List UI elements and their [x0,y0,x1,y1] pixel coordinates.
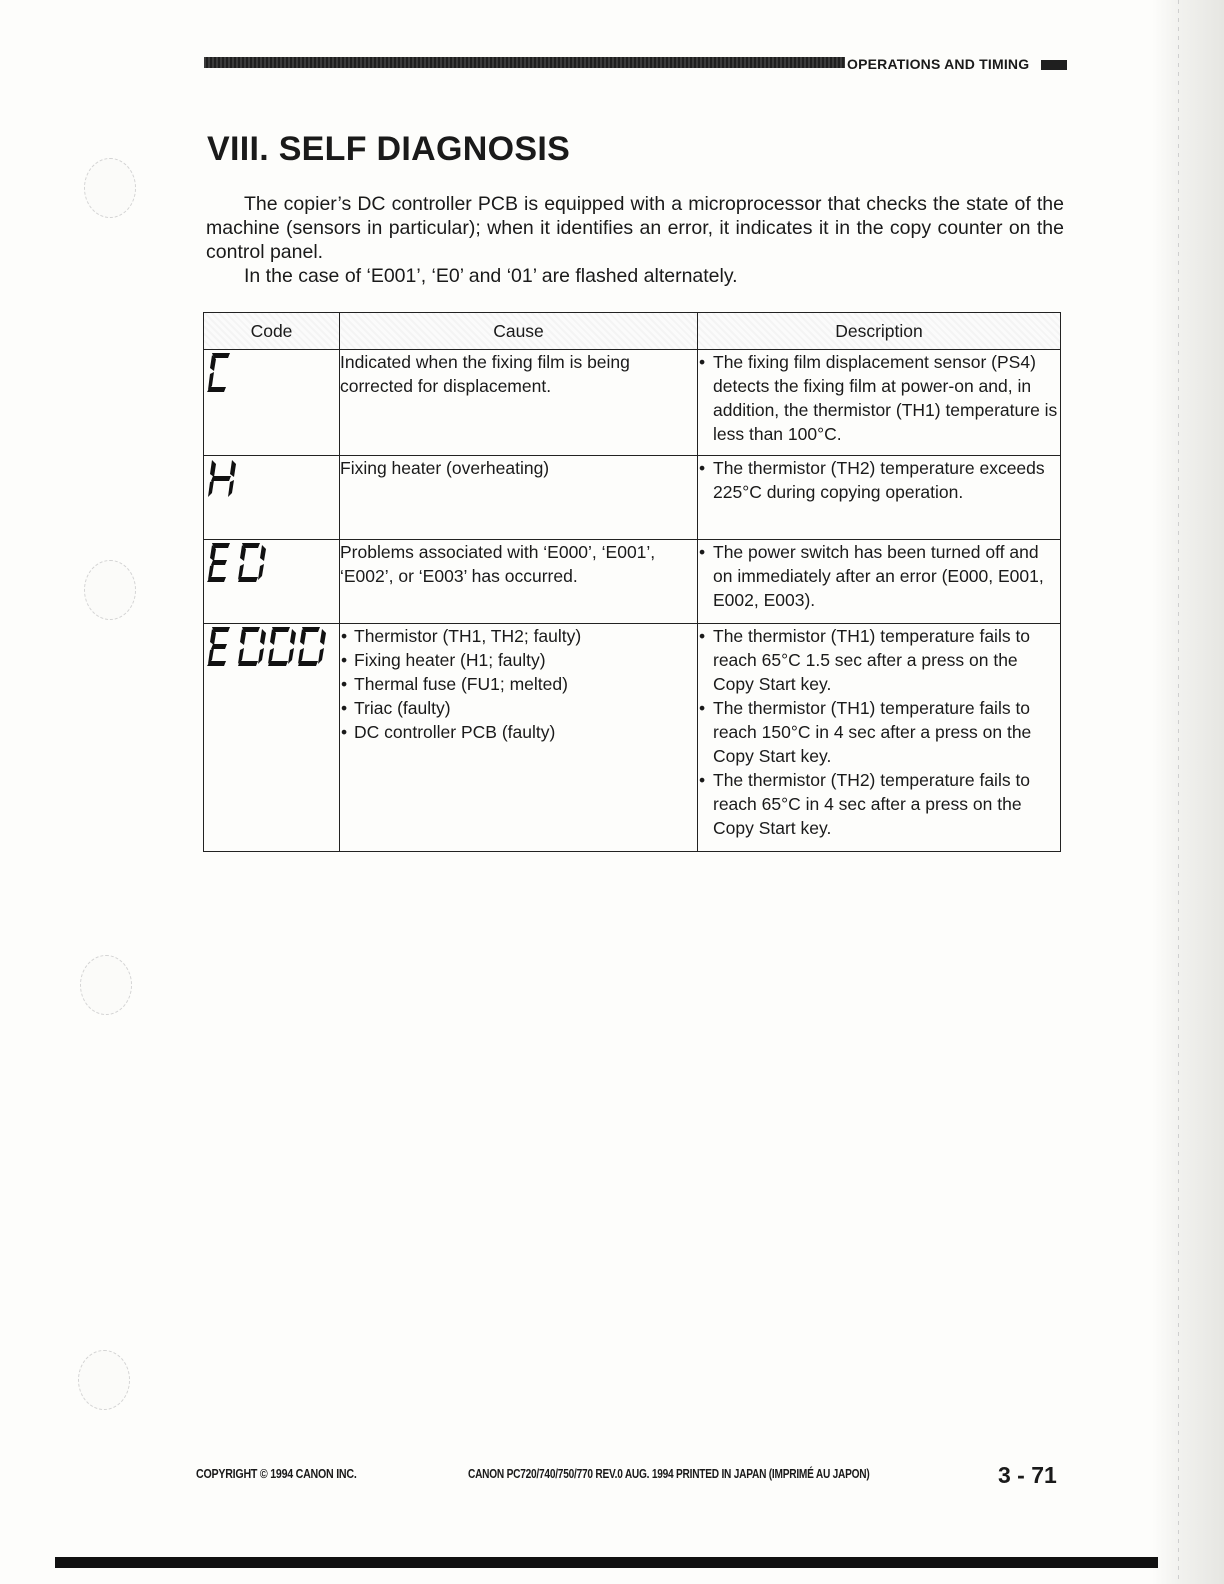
seven-segment-code-h [204,456,244,502]
description-item: • The thermistor (TH2) temperature exceeds 225°C during copying operation. [698,456,1060,504]
self-diagnosis-table [203,312,1061,852]
description-cell [698,456,1061,540]
seven-segment-code-e000 [204,624,328,670]
description-item: • The thermistor (TH1) temperature fails to reach 150°C in 4 sec after a press on the Copy Start key. [698,696,1060,768]
table-row [204,456,1061,540]
cause-text: Problems associated with ‘E000’, ‘E001’, ‘E002’, or ‘E003’ has occurred. [340,542,656,586]
cause-item: • Thermistor (TH1, TH2; faulty) [340,624,697,648]
header-code: Code [204,313,340,350]
header-rule-end [1041,60,1067,70]
header-rule [204,57,845,68]
code-cell [204,624,340,852]
code-cell [204,540,340,624]
cause-cell [340,456,698,540]
cause-cell [340,540,698,624]
footer-model-info: CANON PC720/740/750/770 REV.0 AUG. 1994 PRINTED IN JAPAN (IMPRIMÉ AU JAPON) [468,1466,870,1481]
punch-hole-4 [78,1350,130,1410]
description-list [698,540,1060,612]
cause-text: Indicated when the fixing film is being corrected for displacement. [340,352,630,396]
seven-segment-code-e0 [204,540,268,586]
description-list [698,456,1060,504]
scan-edge [1152,0,1224,1584]
page-number: 3 - 71 [998,1462,1057,1488]
section-header: OPERATIONS AND TIMING [847,56,1030,72]
punch-hole-1 [84,158,136,218]
cause-list [340,624,697,744]
cause-item: • Triac (faulty) [340,696,697,720]
table-row [204,540,1061,624]
punch-hole-3 [80,955,132,1015]
cause-text: Fixing heater (overheating) [340,458,550,478]
cause-item: • DC controller PCB (faulty) [340,720,697,744]
cause-cell [340,350,698,456]
header-description: Description [698,313,1061,350]
bottom-scan-bar [55,1557,1158,1568]
description-item: • The fixing film displacement sensor (PS4) detects the fixing film at power-on and, in addition, the thermistor (TH1) temperature is less than 100°C. [698,350,1060,446]
page-title: VIII. SELF DIAGNOSIS [207,130,571,168]
description-item: • The power switch has been turned off and on immediately after an error (E000, E001, E002, E003). [698,540,1060,612]
description-cell [698,350,1061,456]
description-item: • The thermistor (TH1) temperature fails to reach 65°C 1.5 sec after a press on the Copy Start key. [698,624,1060,696]
table-row [204,624,1061,852]
description-list [698,350,1060,446]
description-cell [698,540,1061,624]
table-row [204,350,1061,456]
table-header-row [204,313,1061,350]
code-cell [204,350,340,456]
description-cell [698,624,1061,852]
header-cause: Cause [340,313,698,350]
footer-copyright: COPYRIGHT © 1994 CANON INC. [196,1466,357,1481]
code-cell [204,456,340,540]
cause-item: • Thermal fuse (FU1; melted) [340,672,697,696]
description-list [698,624,1060,840]
intro-note: In the case of ‘E001’, ‘E0’ and ‘01’ are flashed alternately. [244,265,738,287]
cause-cell [340,624,698,852]
seven-segment-code-c [204,350,244,396]
cause-item: • Fixing heater (H1; faulty) [340,648,697,672]
punch-hole-2 [84,560,136,620]
intro-paragraph: The copier’s DC controller PCB is equipped with a microprocessor that checks the state of the machine (sensors in particular); when it identifies an error, it indicates it in the copy counter on the control panel. [206,193,1064,263]
description-item: • The thermistor (TH2) temperature fails to reach 65°C in 4 sec after a press on the Copy Start key. [698,768,1060,840]
